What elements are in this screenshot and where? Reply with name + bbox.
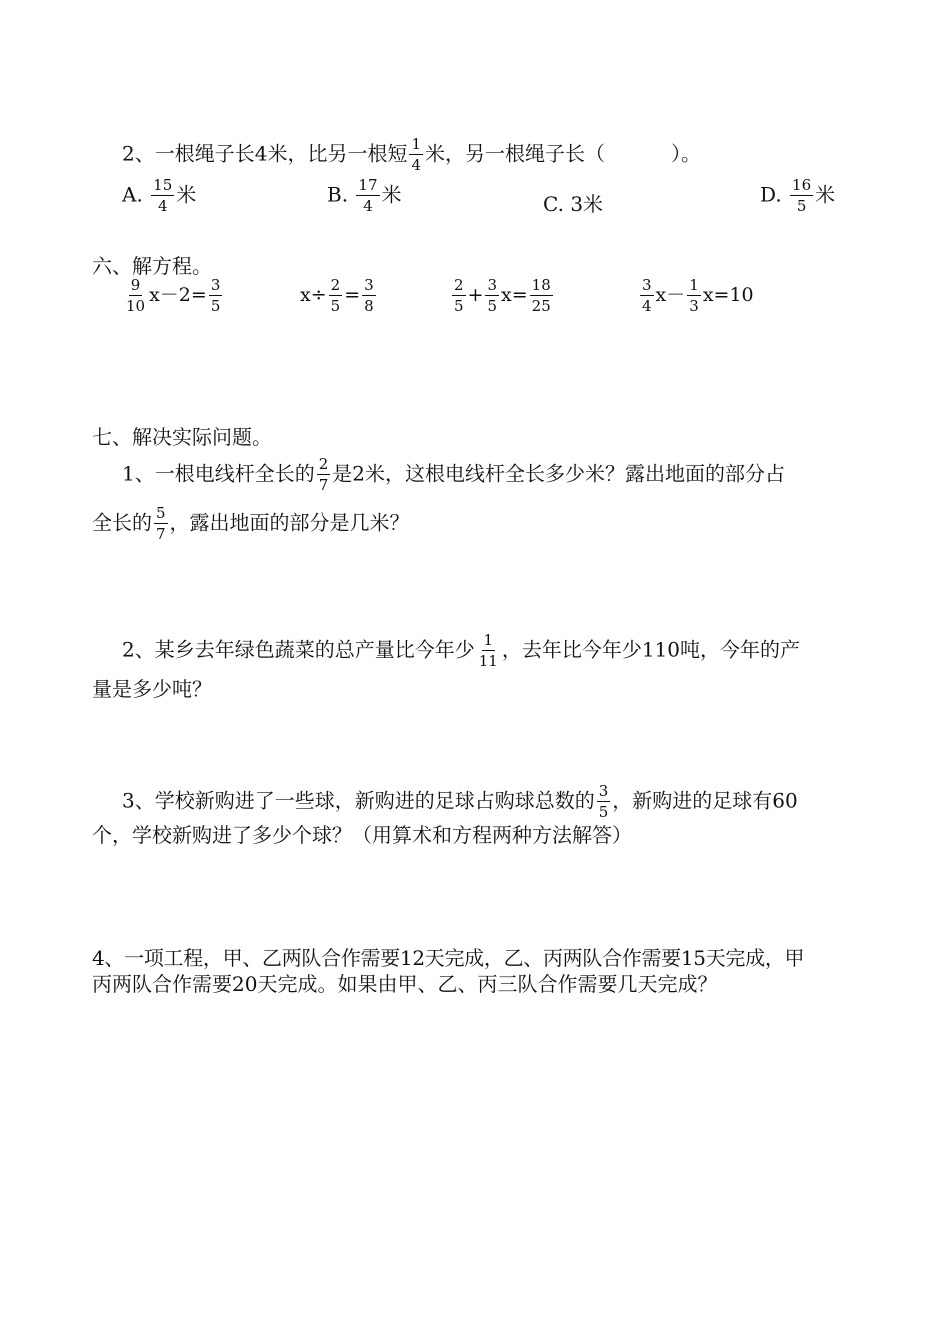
fraction: $\frac{18}{25}$	[531, 276, 551, 315]
fraction: $\frac{1}{4}$	[411, 135, 421, 174]
option-a[interactable]: A. $\frac{15}{4}$ 米	[122, 176, 197, 215]
fraction: $\frac{1}{3}$	[689, 276, 699, 315]
fraction: $\frac{3}{5}$	[598, 782, 609, 821]
problem-3-line-1: 3、学校新购进了一些球，新购进的足球占购球总数的 $\frac{3}{5}$ ，新购进的足球有60	[122, 782, 798, 821]
fraction: $\frac{2}{5}$	[330, 276, 341, 315]
equation-1: $\frac{9}{10}$ x－2= $\frac{3}{5}$	[126, 276, 221, 315]
fraction: $\frac{16}{5}$	[792, 176, 812, 215]
problem-3-line-2: 个，学校新购进了多少个球？（用算术和方程两种方法解答）	[92, 823, 632, 847]
fraction: $\frac{3}{5}$	[487, 276, 498, 315]
fraction: $\frac{2}{5}$	[454, 276, 464, 315]
problem-4-line-2: 丙两队合作需要20天完成。如果由甲、乙、丙三队合作需要几天完成？	[92, 972, 718, 996]
fraction: $\frac{2}{7}$	[318, 455, 329, 494]
problem-4-line-1: 4、一项工程，甲、乙两队合作需要12天完成，乙、丙两队合作需要15天完成，甲	[92, 946, 805, 970]
problem-1-line-1: 1、一根电线杆全长的 $\frac{2}{7}$ 是2米，这根电线杆全长多少米？露出地面的部分占	[122, 455, 786, 494]
fraction: $\frac{3}{4}$	[642, 276, 652, 315]
section-7-title: 七、解决实际问题。	[92, 425, 272, 449]
problem-1-line-2: 全长的 $\frac{5}{7}$ ，露出地面的部分是几米？	[92, 504, 410, 543]
section-6-title: 六、解方程。	[92, 254, 212, 278]
fraction: $\frac{1}{11}$	[478, 631, 498, 670]
q5-2-stem	[122, 137, 701, 173]
option-c[interactable]: C. 3米	[543, 192, 604, 216]
equation-2: x÷ $\frac{2}{5}$ = $\frac{3}{8}$	[300, 276, 374, 315]
fraction: $\frac{17}{4}$	[358, 176, 378, 215]
problem-2-line-1: 2、某乡去年绿色蔬菜的总产量比今年少 $\frac{1}{11}$ ，去年比今年少110吨，今年的产	[122, 631, 801, 670]
q5-2-text-a: 2、一根绳子长4米，比另一根短	[122, 141, 408, 166]
fraction: $\frac{3}{5}$	[210, 276, 221, 315]
option-d[interactable]: D. $\frac{16}{5}$ 米	[760, 176, 836, 215]
equation-3: $\frac{2}{5}$ + $\frac{3}{5}$ x= $\frac{18}{25}$	[454, 276, 551, 315]
equation-4: $\frac{3}{4}$ x－ $\frac{1}{3}$ x=10	[642, 276, 754, 315]
q5-2-text-c: ）。	[671, 141, 701, 166]
fraction: $\frac{9}{10}$	[126, 276, 146, 315]
fraction: $\frac{15}{4}$	[153, 176, 173, 215]
problem-2-line-2: 量是多少吨？	[92, 677, 212, 701]
option-b[interactable]: B. $\frac{17}{4}$ 米	[327, 176, 402, 215]
fraction: $\frac{3}{8}$	[364, 276, 374, 315]
fraction: $\frac{5}{7}$	[156, 504, 166, 543]
q5-2-text-b: 米，另一根绳子长（	[425, 141, 605, 166]
